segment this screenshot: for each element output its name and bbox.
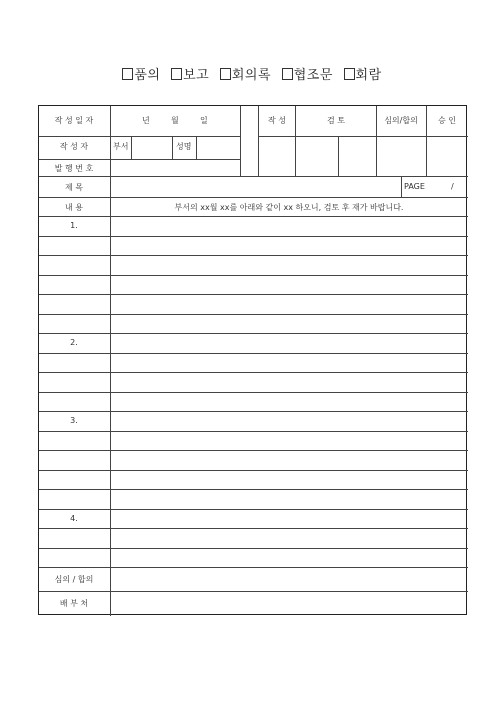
option-pumui[interactable]: 품의 <box>122 68 160 83</box>
option-hoeram[interactable]: 회람 <box>344 68 382 83</box>
checkbox-icon[interactable] <box>171 68 182 80</box>
name-label: 성명 <box>176 142 192 151</box>
section-number: 1. <box>70 221 78 230</box>
dept-label: 부서 <box>113 142 129 151</box>
checkbox-icon[interactable] <box>344 68 355 80</box>
approval-approve: 승 인 <box>438 116 456 125</box>
distribution-label: 배 부 처 <box>59 599 89 608</box>
form-sheet <box>38 105 467 615</box>
approval-consult: 심의/합의 <box>384 116 418 125</box>
issue-number-label: 발 행 번 호 <box>54 164 94 173</box>
section-number: 3. <box>70 416 78 425</box>
content-label: 내 용 <box>65 203 83 212</box>
checkbox-icon[interactable] <box>122 68 133 80</box>
content-text: 부서의 xx월 xx를 아래와 같이 xx 하오니, 검토 후 재가 바랍니다. <box>174 203 404 212</box>
approval-write: 작 성 <box>268 116 286 125</box>
option-bogo[interactable]: 보고 <box>171 68 209 83</box>
checkbox-icon[interactable] <box>220 68 231 80</box>
consult-label: 심의 / 합의 <box>54 575 94 584</box>
approval-review: 검 토 <box>327 116 345 125</box>
page-separator: / <box>451 182 454 191</box>
checkbox-icon[interactable] <box>282 68 293 80</box>
subject-label: 제 목 <box>65 183 83 192</box>
option-hyeopjomun[interactable]: 협조문 <box>282 68 333 83</box>
year-label: 년 <box>142 116 150 125</box>
section-number: 4. <box>70 514 78 523</box>
day-label: 일 <box>200 116 208 125</box>
date-label: 작 성 일 자 <box>54 116 94 125</box>
author-label: 작 성 자 <box>59 142 89 151</box>
page-label: PAGE <box>404 182 425 191</box>
month-label: 월 <box>171 116 179 125</box>
document-title <box>0 64 504 83</box>
section-number: 2. <box>70 338 78 347</box>
option-hoeuirok[interactable]: 회의록 <box>220 68 271 83</box>
